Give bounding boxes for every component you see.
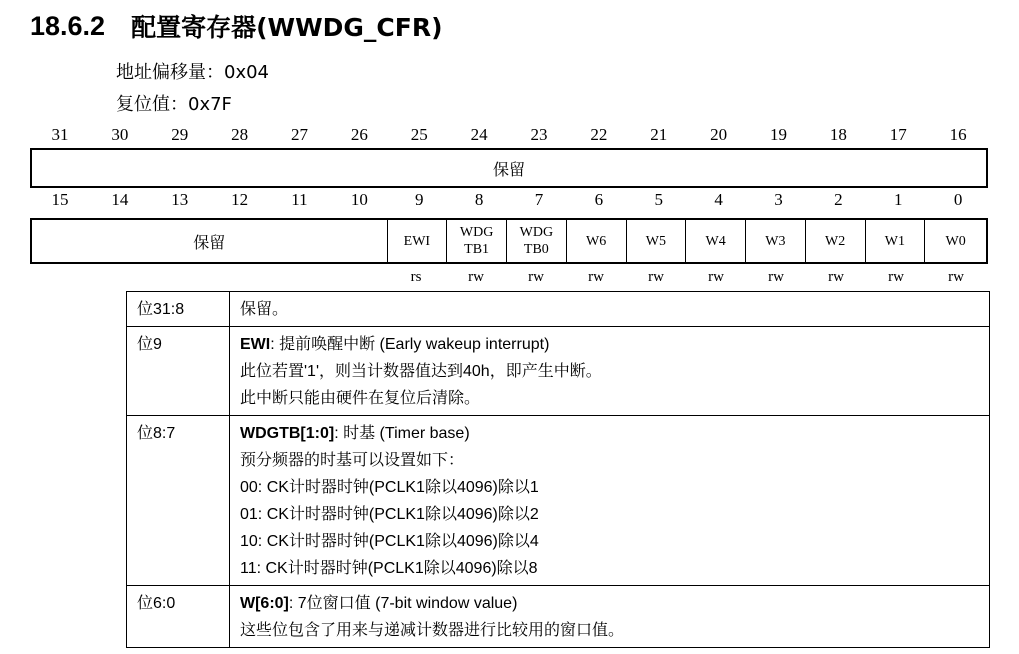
register-field-label: [885, 233, 905, 250]
field-label-line: W5: [645, 233, 666, 249]
description-row: [127, 327, 990, 416]
bit-number: 21: [650, 125, 668, 144]
reset-value: 复位值：0x7F: [116, 94, 232, 115]
access-type: rs: [410, 269, 422, 285]
bit-number: 18: [829, 125, 847, 144]
field-label-line: W1: [884, 233, 905, 249]
bit-number: 30: [111, 125, 129, 144]
field-name: EWI: [240, 336, 271, 353]
description-line: 此位若置'1'，则当计数器值达到40h，即产生中断。: [240, 363, 602, 380]
access-type: rw: [828, 269, 844, 285]
field-label-line: W6: [586, 233, 607, 249]
bit-number: 19: [769, 125, 787, 144]
bit-number: 4: [714, 190, 723, 209]
register-field: [685, 220, 745, 262]
register-field: [506, 220, 566, 262]
bit-number: 13: [171, 190, 189, 209]
bit-number: 1: [893, 190, 903, 209]
register-field: [924, 220, 986, 262]
access-type: rw: [768, 269, 784, 285]
bit-number: 7: [534, 190, 544, 209]
register-field: [626, 220, 686, 262]
description-row: [127, 586, 990, 648]
access-type: rw: [648, 269, 664, 285]
field-title: : 7位窗口值 (7-bit window value): [288, 595, 518, 612]
bit-number: 15: [51, 190, 69, 209]
bit-description: [230, 327, 990, 416]
register-field-label: [586, 233, 606, 250]
description-title: [240, 331, 981, 358]
bit-number: 8: [474, 190, 484, 209]
section-heading: [30, 6, 443, 46]
bit-description: [230, 586, 990, 648]
bit-description-table: [126, 291, 990, 648]
field-title: 保留。: [240, 301, 289, 318]
register-high-half: [30, 148, 988, 188]
bit-number: 6: [594, 190, 604, 209]
field-label-line: WDG: [459, 225, 494, 240]
bit-numbers-low: [30, 189, 988, 211]
bit-number: 0: [953, 190, 963, 209]
register-field: [566, 220, 626, 262]
description-title: [240, 590, 981, 617]
description-title: [240, 420, 981, 447]
reserved-field-high: 保留: [492, 159, 525, 179]
field-name: W[6:0]: [240, 595, 289, 612]
bit-number: 16: [949, 125, 967, 144]
description-line: 预分频器的时基可以设置如下：: [240, 452, 465, 469]
description-line: 这些位包含了用来与递减计数器进行比较用的窗口值。: [240, 622, 625, 639]
description-line: 01: CK计时器时钟(PCLK1除以4096)除以2: [240, 506, 539, 523]
register-field: [446, 220, 506, 262]
field-label-line: WDG: [519, 225, 554, 240]
register-field: [865, 220, 925, 262]
bit-number: 20: [710, 125, 728, 144]
bit-number: 29: [171, 125, 189, 144]
bit-description: [230, 292, 990, 327]
description-line: 00: CK计时器时钟(PCLK1除以4096)除以1: [240, 479, 539, 496]
field-label-line: W0: [945, 233, 966, 249]
bit-number: 31: [51, 125, 69, 144]
bit-numbers-high: [30, 124, 988, 146]
bit-number: 3: [774, 190, 783, 209]
access-type: rw: [948, 269, 964, 285]
description-line: 此中断只能由硬件在复位后清除。: [240, 390, 481, 407]
register-field-label: [825, 233, 845, 250]
field-label-line: W4: [705, 233, 726, 249]
bit-range: 位6:0: [127, 586, 230, 648]
bit-number: 5: [654, 190, 663, 209]
register-field-label: [946, 233, 966, 250]
register-field-label: [706, 233, 726, 250]
bit-number: 25: [410, 125, 428, 144]
access-type: rw: [888, 269, 904, 285]
access-type: rw: [588, 269, 604, 285]
description-line: 10: CK计时器时钟(PCLK1除以4096)除以4: [240, 533, 539, 550]
access-type: rw: [468, 269, 484, 285]
bit-number: 2: [834, 190, 843, 209]
bit-number: 11: [291, 190, 308, 209]
register-field-label: [460, 224, 493, 258]
access-types: [386, 266, 988, 288]
register-field: [387, 220, 447, 262]
address-offset: 地址偏移量：0x04: [116, 62, 270, 83]
bit-range: 位9: [127, 327, 230, 416]
bit-number: 28: [231, 125, 249, 144]
field-label-line: TB0: [523, 242, 549, 257]
bit-number: 27: [290, 125, 308, 144]
bit-number: 10: [350, 190, 368, 209]
description-line: 11: CK计时器时钟(PCLK1除以4096)除以8: [240, 560, 538, 577]
bit-number: 14: [111, 190, 129, 209]
access-type: rw: [708, 269, 724, 285]
access-type: rw: [528, 269, 544, 285]
register-low-half: [30, 218, 988, 264]
bit-number: 12: [231, 190, 249, 209]
reserved-field-low: 保留: [193, 232, 226, 252]
field-label-line: EWI: [403, 233, 431, 249]
description-row: [127, 416, 990, 586]
description-title: [240, 296, 981, 323]
register-field-label: [520, 224, 553, 258]
register-field: [805, 220, 865, 262]
section-number: 18.6.2: [30, 10, 106, 41]
bit-number: 23: [530, 125, 548, 144]
bit-number: 22: [590, 125, 608, 144]
field-label-line: TB1: [464, 242, 490, 257]
field-name: WDGTB[1:0]: [240, 425, 335, 442]
field-title: : 时基 (Timer base): [334, 425, 470, 442]
register-field-label: [404, 233, 430, 250]
register-field-label: [646, 233, 666, 250]
bit-number: 26: [350, 125, 368, 144]
bit-number: 17: [889, 125, 907, 144]
description-row: [127, 292, 990, 327]
register-field: [745, 220, 805, 262]
field-label-line: W3: [765, 233, 786, 249]
bit-number: 9: [414, 190, 424, 209]
section-title: 配置寄存器(WWDG_CFR): [131, 13, 443, 42]
field-label-line: W2: [825, 233, 846, 249]
field-title: : 提前唤醒中断 (Early wakeup interrupt): [270, 336, 550, 353]
bit-range: 位8:7: [127, 416, 230, 586]
bit-range: 位31:8: [127, 292, 230, 327]
register-field-label: [765, 233, 785, 250]
bit-description: [230, 416, 990, 586]
bit-number: 24: [470, 125, 488, 144]
